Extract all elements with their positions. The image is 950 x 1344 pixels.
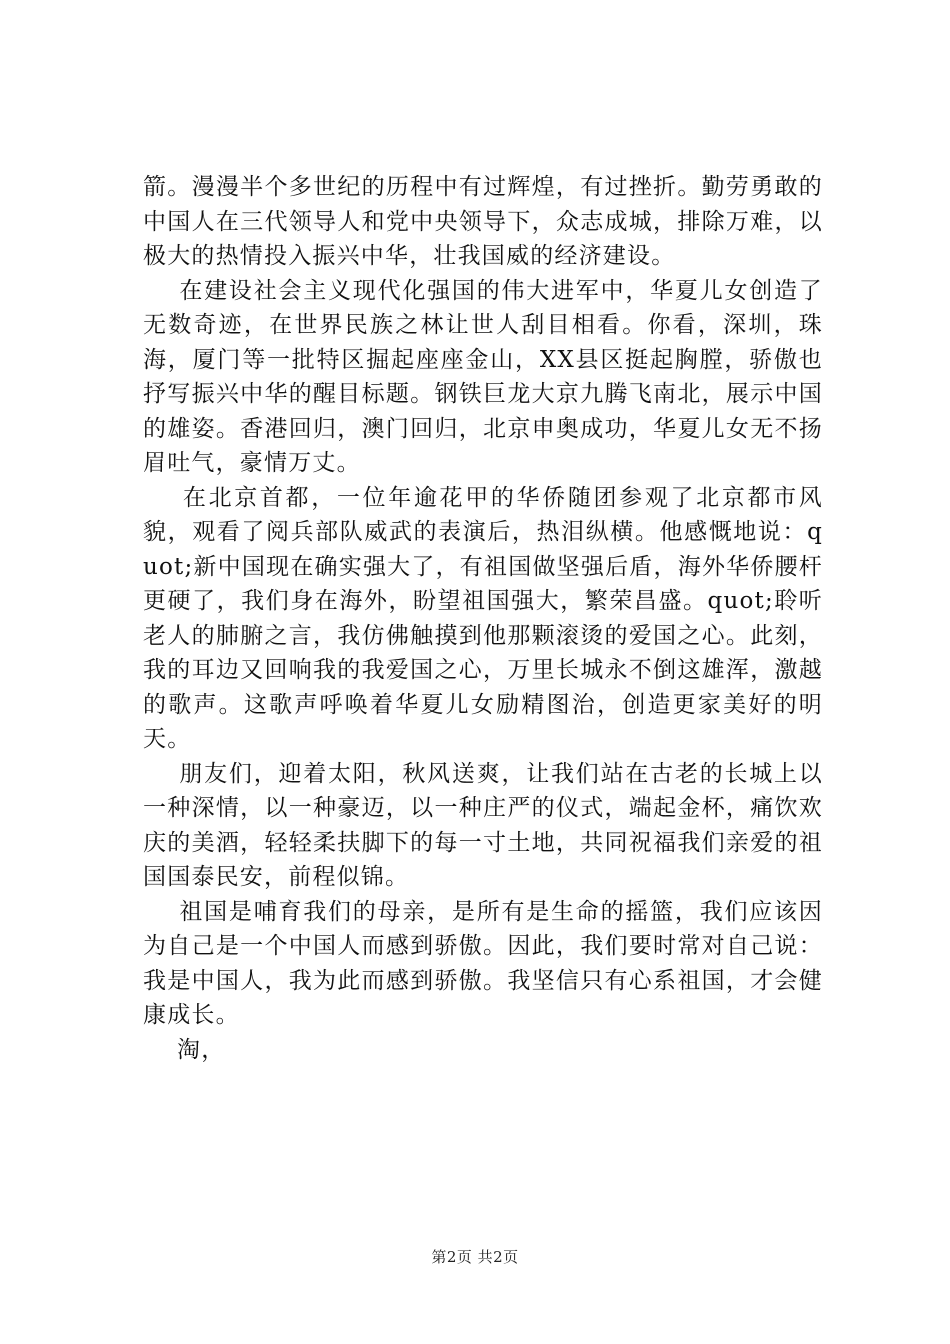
paragraph: 箭。漫漫半个多世纪的历程中有过辉煌，有过挫折。勤劳勇敢的中国人在三代领导人和党中央领导下，众志成城，排除万难，以极大的热情投入振兴中华，壮我国威的经济建设。 <box>143 174 823 269</box>
paragraph: 在建设社会主义现代化强国的伟大进军中，华夏儿女创造了无数奇迹，在世界民族之林让世人刮目相看。你看，深圳，珠海，厦门等一批特区掘起座座金山，XX县区挺起胸膛，骄傲也抒写振兴中华的醒目标题。钢铁巨龙大京九腾飞南北，展示中国的雄姿。香港回归，澳门回归，北京申奥成功，华夏儿女无不扬眉吐气，豪情万丈。 <box>143 277 823 476</box>
paragraph: 祖国是哺育我们的母亲，是所有是生命的摇篮，我们应该因为自己是一个中国人而感到骄傲。因此，我们要时常对自己说：我是中国人，我为此而感到骄傲。我坚信只有心系祖国，才会健康成长。 <box>143 898 823 1028</box>
page-number-footer: 第2页 共2页 <box>431 1248 519 1266</box>
paragraph: 朋友们，迎着太阳，秋风送爽，让我们站在古老的长城上以一种深情，以一种豪迈，以一种庄严的仪式，端起金杯，痛饮欢庆的美酒，轻轻柔扶脚下的每一寸土地，共同祝福我们亲爱的祖国国泰民安，前程似锦。 <box>143 760 823 890</box>
paragraph: 淘， <box>143 1036 226 1063</box>
document-body <box>143 170 823 1067</box>
paragraph: 在北京首都，一位年逾花甲的华侨随团参观了北京都市风貌，观看了阅兵部队威武的表演后，热泪纵横。他感慨地说：quot;新中国现在确实强大了，有祖国做坚强后盾，海外华侨腰杆更硬了，我们身在海外，盼望祖国强大，繁荣昌盛。quot;聆听老人的肺腑之言，我仿佛触摸到他那颗滚烫的爱国之心。此刻，我的耳边又回响我的我爱国之心，万里长城永不倒这雄浑，激越的歌声。这歌声呼唤着华夏儿女励精图治，创造更家美好的明天。 <box>143 484 824 752</box>
